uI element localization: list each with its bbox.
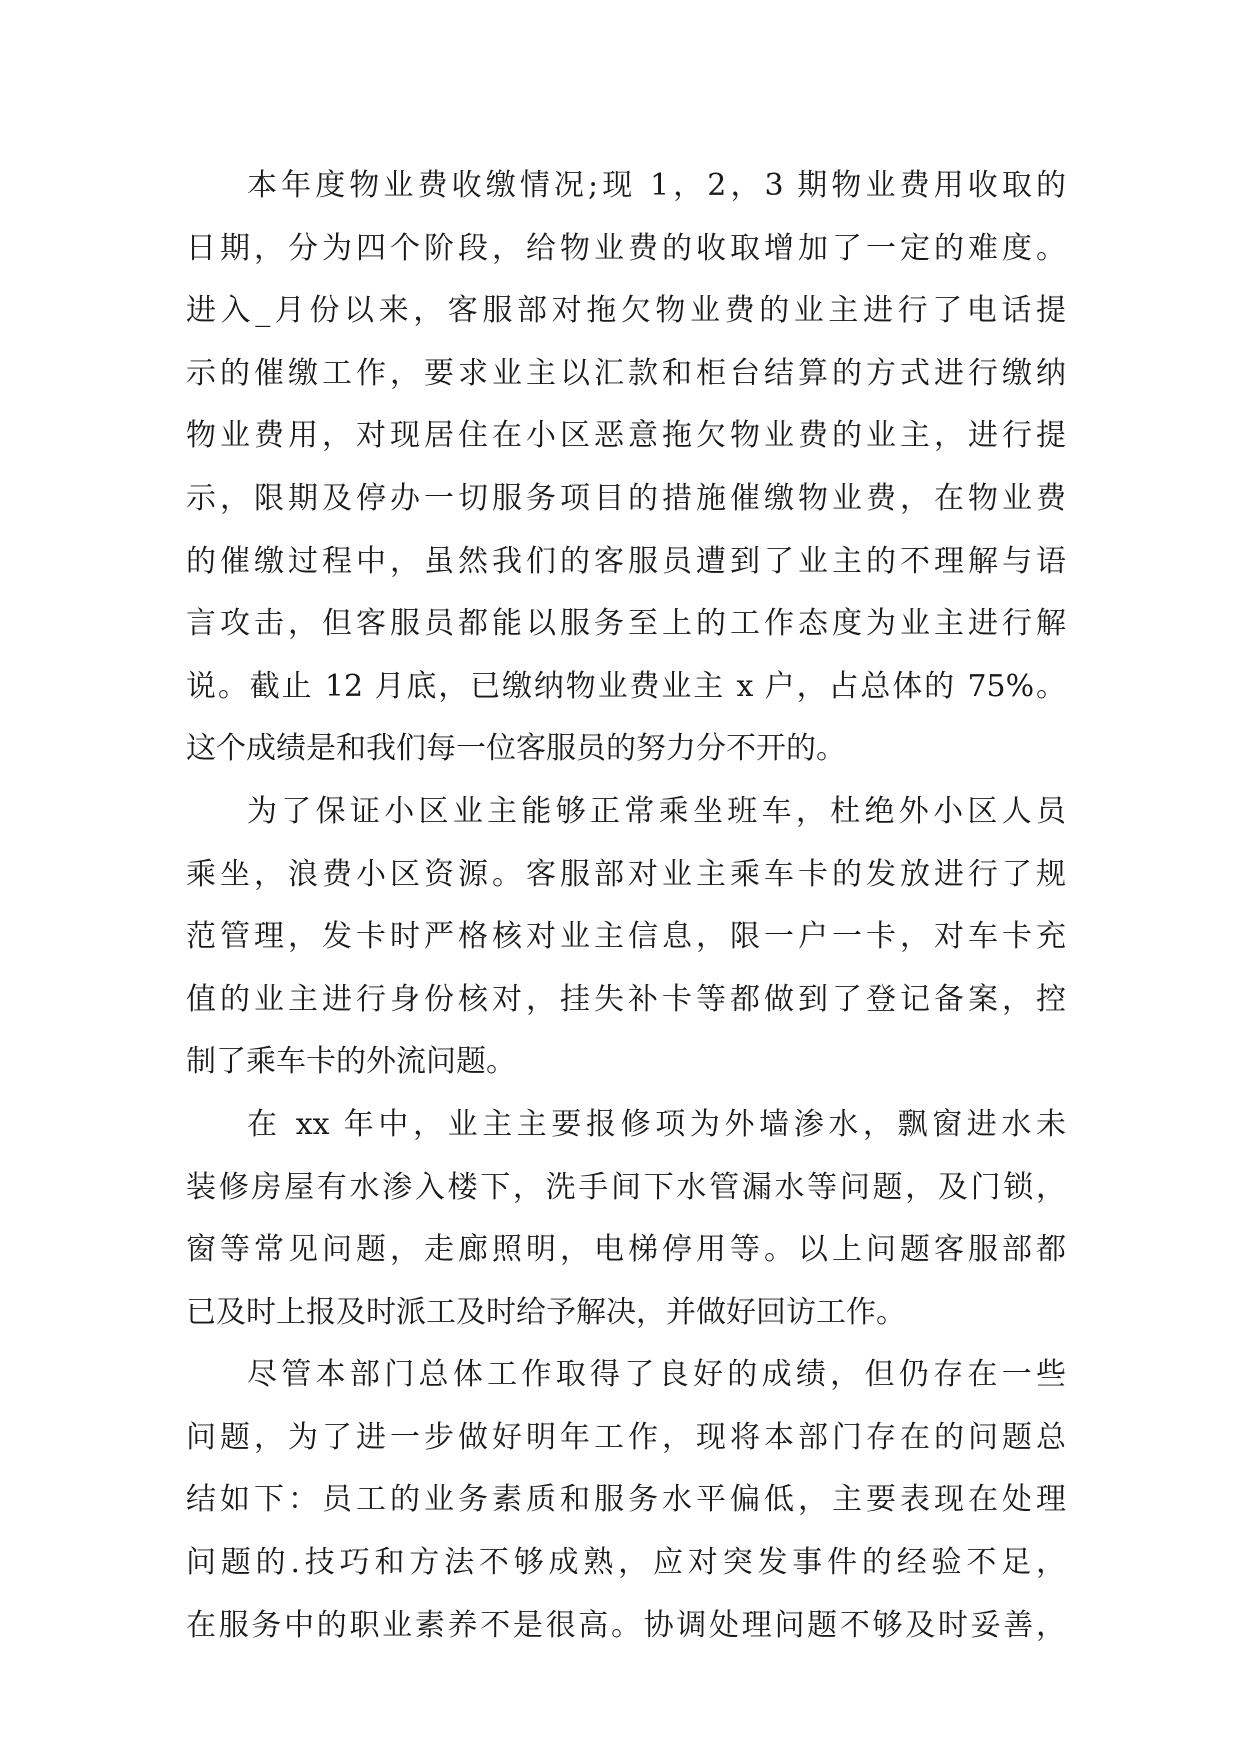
text-line: 进入_月份以来，客服部对拖欠物业费的业主进行了电话提 <box>186 293 1066 329</box>
text-line: 已及时上报及时派工及时给予解决，并做好回访工作。 <box>186 1294 906 1330</box>
text-line: 日期，分为四个阶段，给物业费的收取增加了一定的难度。 <box>186 230 1066 266</box>
text-line: 说。截止 12 月底，已缴纳物业费业主 x 户，占总体的 75%。 <box>186 668 1066 704</box>
text-line: 在服务中的职业素养不是很高。协调处理问题不够及时妥善， <box>186 1607 1066 1643</box>
text-line: 的催缴过程中，虽然我们的客服员遭到了业主的不理解与语 <box>186 543 1066 579</box>
text-line: 装修房屋有水渗入楼下，洗手间下水管漏水等问题，及门锁， <box>186 1169 1066 1205</box>
text-line: 窗等常见问题，走廊照明，电梯停用等。以上问题客服部都 <box>186 1232 1066 1268</box>
text-line: 制了乘车卡的外流问题。 <box>186 1044 516 1080</box>
text-line: 言攻击，但客服员都能以服务至上的工作态度为业主进行解 <box>186 606 1066 642</box>
text-line: 问题的.技巧和方法不够成熟，应对突发事件的经验不足， <box>186 1545 1066 1581</box>
text-line: 本年度物业费收缴情况;现 1，2，3 期物业费用收取的 <box>247 168 1066 203</box>
text-line: 乘坐，浪费小区资源。客服部对业主乘车卡的发放进行了规 <box>186 856 1066 892</box>
text-line: 这个成绩是和我们每一位客服员的努力分不开的。 <box>186 731 846 767</box>
text-line: 范管理，发卡时严格核对业主信息，限一户一卡，对车卡充 <box>186 919 1066 955</box>
text-line: 在 xx 年中，业主主要报修项为外墙渗水，飘窗进水未 <box>247 1106 1066 1142</box>
text-line: 示，限期及停办一切服务项目的措施催缴物业费，在物业费 <box>186 480 1066 516</box>
text-line: 值的业主进行身份核对，挂失补卡等都做到了登记备案，控 <box>186 981 1066 1017</box>
text-line: 问题，为了进一步做好明年工作，现将本部门存在的问题总 <box>186 1419 1066 1455</box>
text-line: 结如下：员工的业务素质和服务水平偏低，主要表现在处理 <box>186 1482 1066 1518</box>
text-line: 尽管本部门总体工作取得了良好的成绩，但仍存在一些 <box>247 1357 1066 1393</box>
text-line: 示的催缴工作，要求业主以汇款和柜台结算的方式进行缴纳 <box>186 355 1066 391</box>
text-line: 为了保证小区业主能够正常乘坐班车，杜绝外小区人员 <box>247 793 1066 829</box>
document-body <box>186 155 1066 1657</box>
text-line: 物业费用，对现居住在小区恶意拖欠物业费的业主，进行提 <box>186 418 1066 454</box>
